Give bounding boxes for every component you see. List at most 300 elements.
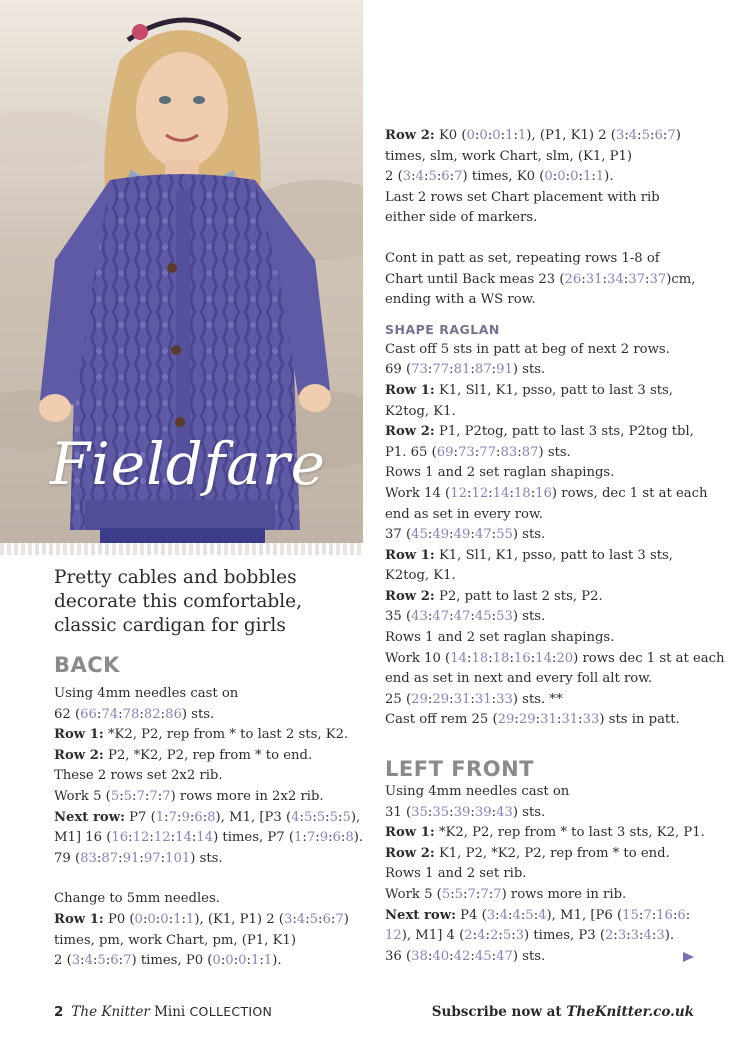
instruction-text: : bbox=[118, 850, 123, 866]
instruction-text: : bbox=[423, 169, 429, 185]
instruction-text: : bbox=[613, 928, 618, 944]
instruction-line bbox=[385, 249, 705, 270]
magazine-name: The Knitter bbox=[71, 1004, 150, 1020]
size-value: 26 bbox=[564, 271, 582, 287]
size-value: 2 bbox=[489, 928, 499, 944]
intro-line: classic cardigan for girls bbox=[54, 615, 286, 636]
instruction-text: : bbox=[259, 953, 264, 969]
size-value: 12 bbox=[471, 485, 489, 501]
size-value: 87 bbox=[474, 362, 492, 378]
size-value: 49 bbox=[453, 527, 471, 543]
size-value: 12 bbox=[450, 485, 467, 501]
size-value: 7 bbox=[480, 886, 489, 902]
instruction-text: : bbox=[449, 169, 455, 185]
instruction-text: : bbox=[470, 691, 475, 707]
instruction-text: : bbox=[513, 128, 518, 143]
instruction-text: : bbox=[189, 809, 195, 825]
instruction-text: Chart until Back meas 23 ( bbox=[385, 271, 565, 287]
instruction-text: : bbox=[160, 850, 166, 866]
instruction-text: : bbox=[449, 804, 454, 820]
instruction-text: : bbox=[552, 169, 558, 185]
instruction-line bbox=[385, 525, 705, 546]
back-continued-instructions bbox=[385, 126, 725, 731]
size-value: 53 bbox=[496, 609, 513, 625]
instruction-text: : bbox=[191, 830, 197, 846]
instruction-text: : bbox=[246, 953, 251, 969]
instruction-text: : bbox=[181, 911, 186, 927]
size-value: 87 bbox=[521, 444, 539, 460]
instruction-text: ), M1, [P3 ( bbox=[215, 809, 292, 825]
size-value: 15 bbox=[622, 907, 639, 923]
instruction-text: : bbox=[466, 485, 472, 501]
instruction-text: Using 4mm needles cast on bbox=[385, 784, 570, 799]
instruction-text: : bbox=[340, 830, 346, 846]
size-value: 37 bbox=[649, 271, 667, 287]
instruction-text: 36 ( bbox=[385, 948, 412, 964]
size-value: 4 bbox=[512, 907, 521, 923]
instruction-text: P4 ( bbox=[455, 907, 487, 923]
instruction-line bbox=[54, 766, 364, 787]
instruction-text: : bbox=[168, 911, 174, 927]
size-value: 1 bbox=[185, 911, 195, 927]
size-value: 5 bbox=[525, 907, 534, 923]
size-value: 29 bbox=[518, 712, 536, 728]
instruction-text: : bbox=[578, 712, 583, 728]
instruction-text: : bbox=[491, 362, 497, 378]
size-value: 33 bbox=[496, 691, 513, 707]
size-value: 4 bbox=[291, 809, 300, 825]
instruction-text: : bbox=[450, 886, 455, 902]
instruction-text: : bbox=[474, 128, 480, 143]
size-value: 12 bbox=[153, 830, 171, 846]
size-value: 43 bbox=[411, 609, 428, 625]
instruction-text: times, slm, work Chart, slm, (K1, P1) bbox=[385, 148, 633, 164]
instruction-text: : bbox=[118, 706, 123, 722]
instruction-text: : bbox=[535, 712, 541, 728]
instruction-text: : bbox=[144, 788, 150, 804]
instruction-text: K1, P2, *K2, P2, rep from * to end. bbox=[434, 845, 670, 861]
instruction-line bbox=[385, 628, 705, 649]
instruction-text: ) sts. bbox=[512, 804, 546, 820]
instruction-text: ). bbox=[353, 830, 364, 846]
instruction-text: : bbox=[119, 788, 124, 804]
size-value: 20 bbox=[556, 650, 574, 666]
instruction-text: : bbox=[470, 609, 475, 625]
instruction-line bbox=[54, 746, 364, 767]
paragraph-gap bbox=[54, 869, 364, 889]
instruction-text: ) rows more in 2x2 rib. bbox=[170, 788, 324, 804]
instruction-text: : bbox=[500, 128, 506, 143]
size-value: 83 bbox=[80, 850, 97, 866]
instruction-text: : bbox=[470, 804, 475, 820]
row-label: Next row: bbox=[385, 907, 456, 923]
instruction-text: Cont in patt as set, repeating rows 1-8 of bbox=[385, 250, 660, 266]
size-value: 38 bbox=[411, 948, 428, 964]
instruction-line bbox=[54, 787, 364, 808]
instruction-text: : bbox=[491, 948, 497, 964]
size-value: 69 bbox=[436, 444, 454, 460]
size-value: 5 bbox=[454, 886, 464, 902]
size-value: 1 bbox=[263, 953, 273, 969]
instruction-text: : bbox=[427, 948, 433, 964]
instruction-line bbox=[385, 402, 705, 423]
instruction-text: : bbox=[96, 706, 102, 722]
instruction-text: : bbox=[685, 907, 691, 923]
instruction-text: ) sts. bbox=[512, 948, 546, 964]
instruction-text: : bbox=[132, 788, 137, 804]
instruction-text: times, pm, work Chart, pm, (P1, K1) bbox=[54, 932, 296, 948]
size-value: 43 bbox=[496, 804, 513, 820]
size-value: 101 bbox=[165, 850, 191, 866]
instruction-text: : bbox=[427, 527, 433, 543]
cover-photo bbox=[0, 0, 363, 555]
instruction-text: Work 14 ( bbox=[385, 485, 451, 501]
instruction-text: : bbox=[485, 928, 490, 944]
instruction-text: 35 ( bbox=[385, 609, 412, 625]
instruction-text: 25 ( bbox=[385, 691, 412, 707]
size-value: 6 bbox=[110, 953, 119, 969]
size-value: 31 bbox=[453, 691, 471, 707]
size-value: 6 bbox=[677, 907, 686, 923]
size-value: 73 bbox=[458, 444, 475, 460]
intro-line: Pretty cables and bobbles bbox=[54, 567, 297, 588]
mini-label: Mini bbox=[149, 1004, 190, 1020]
instruction-text: K1, Sl1, K1, psso, patt to last 3 sts, bbox=[434, 382, 673, 398]
instruction-text: : bbox=[139, 706, 144, 722]
instruction-text: : bbox=[639, 928, 644, 944]
size-value: 74 bbox=[101, 706, 119, 722]
instruction-text: : bbox=[427, 691, 433, 707]
instruction-line bbox=[385, 926, 705, 947]
size-value: 4 bbox=[415, 169, 424, 185]
instruction-text: ), M1, [P6 ( bbox=[546, 907, 623, 923]
size-value: 55 bbox=[496, 527, 513, 543]
instruction-text: end as set in every row. bbox=[385, 506, 543, 522]
instruction-text: : bbox=[638, 907, 644, 923]
instruction-text: These 2 rows set 2x2 rib. bbox=[54, 768, 223, 784]
instruction-text: : bbox=[157, 788, 163, 804]
size-value: 18 bbox=[471, 650, 489, 666]
size-value: 6 bbox=[194, 809, 203, 825]
size-value: 0 bbox=[570, 169, 579, 185]
instruction-line bbox=[385, 823, 705, 844]
instruction-line bbox=[385, 270, 705, 291]
subsection-heading: SHAPE RAGLAN bbox=[385, 321, 500, 337]
size-value: 73 bbox=[411, 362, 428, 378]
instruction-line bbox=[385, 381, 705, 402]
size-value: 29 bbox=[411, 691, 428, 707]
instruction-text: Change to 5mm needles. bbox=[54, 891, 220, 907]
instruction-text: : bbox=[491, 804, 497, 820]
size-value: 5 bbox=[309, 911, 319, 927]
size-value: 7 bbox=[335, 911, 344, 927]
intro-line: decorate this comfortable, bbox=[54, 591, 302, 612]
instruction-text: 79 ( bbox=[54, 850, 81, 866]
size-value: 33 bbox=[582, 712, 600, 728]
instruction-text: either side of markers. bbox=[385, 210, 538, 226]
instruction-text: ) bbox=[343, 911, 349, 927]
instruction-text: 69 ( bbox=[385, 362, 412, 378]
instruction-text: : bbox=[427, 609, 433, 625]
instruction-text: : bbox=[650, 128, 655, 143]
size-value: 31 bbox=[474, 691, 492, 707]
instruction-text: : bbox=[449, 362, 454, 378]
instruction-text: : bbox=[651, 907, 657, 923]
instruction-text: : bbox=[449, 948, 454, 964]
left-front-instructions bbox=[385, 782, 705, 967]
instruction-text: : bbox=[177, 809, 182, 825]
title-overlay: Fieldfare bbox=[50, 430, 326, 498]
size-value: 3 bbox=[630, 928, 640, 944]
instruction-text: *K2, P2, rep from * to last 2 sts, K2. bbox=[103, 727, 349, 743]
back-instructions bbox=[54, 684, 364, 972]
size-value: 6 bbox=[441, 169, 450, 185]
instruction-line bbox=[385, 782, 705, 803]
instruction-text: K2tog, K1. bbox=[385, 403, 456, 419]
size-value: 7 bbox=[306, 830, 316, 846]
size-value: 81 bbox=[453, 362, 471, 378]
size-value: 4 bbox=[628, 128, 638, 143]
size-value: 14 bbox=[535, 650, 552, 666]
size-value: 34 bbox=[607, 271, 624, 287]
size-value: 7 bbox=[454, 169, 463, 185]
size-value: 0 bbox=[492, 128, 501, 143]
size-value: 5 bbox=[110, 788, 120, 804]
instruction-text: ), M1] 4 ( bbox=[401, 928, 465, 944]
instruction-text: : bbox=[139, 850, 144, 866]
instruction-line bbox=[385, 947, 705, 968]
instruction-text: Cast off 5 sts in patt at beg of next 2 rows. bbox=[385, 341, 670, 357]
instruction-text: ) sts. bbox=[512, 527, 546, 543]
instruction-text: Work 5 ( bbox=[385, 886, 442, 902]
size-value: 5 bbox=[97, 953, 106, 969]
instruction-text: : bbox=[233, 953, 239, 969]
size-value: 1 bbox=[517, 128, 527, 143]
instruction-text: : bbox=[474, 444, 480, 460]
size-value: 42 bbox=[453, 948, 471, 964]
instruction-text: ) rows dec 1 st at each bbox=[573, 650, 725, 666]
instruction-text: ) times, P7 ( bbox=[213, 830, 294, 846]
instruction-text: : bbox=[530, 485, 536, 501]
instruction-text: : bbox=[581, 271, 586, 287]
instruction-text: : bbox=[302, 830, 307, 846]
instruction-text: : bbox=[149, 830, 154, 846]
footer-subscribe bbox=[432, 1004, 694, 1020]
size-value: 39 bbox=[474, 804, 492, 820]
size-value: 4 bbox=[499, 907, 508, 923]
instruction-line bbox=[385, 147, 705, 168]
instruction-text: : bbox=[551, 650, 557, 666]
instruction-text: : bbox=[509, 485, 514, 501]
instruction-text: : bbox=[470, 362, 475, 378]
size-value: 0 bbox=[544, 169, 553, 185]
instruction-text: 62 ( bbox=[54, 706, 81, 722]
size-value: 6 bbox=[654, 128, 663, 143]
size-value: 7 bbox=[149, 788, 158, 804]
instruction-text: K0 ( bbox=[434, 128, 467, 143]
continue-arrow-icon bbox=[683, 952, 694, 962]
size-value: 14 bbox=[175, 830, 192, 846]
size-value: 12 bbox=[385, 928, 402, 944]
size-value: 1 bbox=[595, 169, 605, 185]
instruction-text: : bbox=[292, 911, 297, 927]
instruction-text: K2tog, K1. bbox=[385, 568, 456, 584]
size-value: 16 bbox=[656, 907, 673, 923]
size-value: 31 bbox=[585, 271, 603, 287]
size-value: 87 bbox=[101, 850, 119, 866]
size-value: 3 bbox=[486, 907, 496, 923]
instruction-text: Work 10 ( bbox=[385, 650, 451, 666]
size-value: 77 bbox=[432, 362, 450, 378]
instruction-text: : bbox=[427, 362, 433, 378]
collection-label: COLLECTION bbox=[189, 1004, 273, 1019]
instruction-text: Last 2 rows set Chart placement with rib bbox=[385, 189, 660, 205]
instruction-line bbox=[385, 463, 705, 484]
instruction-text: : bbox=[449, 609, 454, 625]
size-value: 5 bbox=[428, 169, 437, 185]
instruction-text: 37 ( bbox=[385, 527, 412, 543]
size-value: 83 bbox=[500, 444, 518, 460]
instruction-text: : bbox=[645, 271, 650, 287]
instruction-line bbox=[385, 484, 708, 505]
size-value: 0 bbox=[160, 911, 169, 927]
size-value: 16 bbox=[535, 485, 552, 501]
size-value: 47 bbox=[432, 609, 450, 625]
instruction-text: Using 4mm needles cast on bbox=[54, 686, 239, 701]
instruction-line bbox=[385, 167, 705, 188]
instruction-line bbox=[54, 705, 364, 726]
instruction-text: : bbox=[118, 953, 124, 969]
instruction-line bbox=[385, 906, 705, 927]
size-value: 5 bbox=[441, 886, 451, 902]
instruction-text: : bbox=[128, 830, 133, 846]
instruction-text: Rows 1 and 2 set raglan shapings. bbox=[385, 465, 615, 481]
section-heading-left-front: LEFT FRONT bbox=[385, 757, 534, 781]
instruction-text: : bbox=[624, 128, 629, 143]
size-value: 82 bbox=[143, 706, 161, 722]
website-link[interactable]: TheKnitter.co.uk bbox=[566, 1004, 694, 1020]
instruction-text: K1, Sl1, K1, psso, patt to last 3 sts, bbox=[434, 547, 673, 563]
instruction-text: 2 ( bbox=[385, 169, 403, 185]
instruction-text: : bbox=[662, 128, 668, 143]
size-value: 7 bbox=[123, 953, 132, 969]
size-value: 8 bbox=[345, 830, 354, 846]
row-label: Row 1: bbox=[54, 727, 104, 743]
size-value: 0 bbox=[134, 911, 143, 927]
size-value: 16 bbox=[513, 650, 531, 666]
instruction-line bbox=[54, 931, 364, 952]
instruction-text: : bbox=[338, 809, 343, 825]
instruction-text: *K2, P2, rep from * to last 3 sts, K2, P1. bbox=[434, 825, 705, 841]
size-value: 45 bbox=[474, 948, 492, 964]
instruction-line bbox=[385, 690, 705, 711]
section-heading-back: BACK bbox=[54, 653, 120, 677]
instruction-text: Work 5 ( bbox=[54, 788, 111, 804]
instruction-text: ) sts. bbox=[512, 362, 546, 378]
instruction-text: Rows 1 and 2 set rib. bbox=[385, 866, 527, 882]
instruction-text: : bbox=[330, 911, 336, 927]
instruction-text: : bbox=[511, 928, 516, 944]
size-value: 31 bbox=[540, 712, 557, 728]
row-label: Next row: bbox=[54, 809, 125, 825]
size-value: 45 bbox=[474, 609, 492, 625]
instruction-text: ). bbox=[604, 169, 614, 185]
instruction-text: : bbox=[80, 953, 85, 969]
instruction-line bbox=[385, 188, 705, 209]
size-value: 29 bbox=[497, 712, 515, 728]
instruction-text: : bbox=[651, 928, 657, 944]
instruction-text: P2, patt to last 2 sts, P2. bbox=[434, 588, 603, 604]
size-value: 35 bbox=[411, 804, 428, 820]
size-value: 37 bbox=[628, 271, 646, 287]
size-value: 9 bbox=[181, 809, 190, 825]
instruction-text: ending with a WS row. bbox=[385, 292, 536, 308]
instruction-line bbox=[385, 290, 705, 311]
instruction-text: : bbox=[487, 128, 493, 143]
instruction-text: P0 ( bbox=[103, 911, 135, 927]
instruction-text: : bbox=[155, 911, 161, 927]
size-value: 5 bbox=[342, 809, 351, 825]
size-value: 5 bbox=[641, 128, 651, 143]
instruction-line bbox=[385, 844, 705, 865]
instruction-text: ) bbox=[675, 128, 681, 143]
instruction-text: : bbox=[472, 928, 478, 944]
instruction-text: : bbox=[530, 650, 536, 666]
size-value: 86 bbox=[165, 706, 182, 722]
instruction-line bbox=[385, 546, 705, 567]
instruction-text: : bbox=[491, 609, 497, 625]
size-value: 2 bbox=[464, 928, 473, 944]
instruction-text: ) sts. ** bbox=[512, 691, 563, 707]
instruction-text: : bbox=[305, 911, 310, 927]
instruction-line bbox=[54, 849, 364, 870]
instruction-text: ) rows more in rib. bbox=[501, 886, 627, 902]
size-value: 5 bbox=[123, 788, 133, 804]
size-value: 66 bbox=[80, 706, 97, 722]
instruction-text: : bbox=[328, 830, 333, 846]
size-value: 5 bbox=[303, 809, 313, 825]
size-value: 5 bbox=[329, 809, 339, 825]
instruction-text: : bbox=[142, 911, 148, 927]
instruction-text: Rows 1 and 2 set raglan shapings. bbox=[385, 630, 615, 646]
footer-magazine bbox=[54, 1004, 272, 1020]
instruction-text: : bbox=[427, 804, 433, 820]
size-value: 91 bbox=[122, 850, 140, 866]
size-value: 4 bbox=[643, 928, 652, 944]
instruction-text: : bbox=[488, 886, 494, 902]
instruction-text: : bbox=[637, 128, 642, 143]
instruction-text: ) times, P0 ( bbox=[131, 953, 213, 969]
row-label: Row 2: bbox=[385, 128, 435, 143]
instruction-line bbox=[385, 360, 705, 381]
instruction-line bbox=[54, 725, 364, 746]
instruction-line bbox=[385, 885, 705, 906]
instruction-text: 31 ( bbox=[385, 804, 412, 820]
instruction-text: : bbox=[517, 444, 522, 460]
instruction-text: ) times, P3 ( bbox=[524, 928, 605, 944]
instruction-line bbox=[385, 803, 705, 824]
instruction-text: ) sts. bbox=[512, 609, 546, 625]
instruction-text: : bbox=[509, 650, 514, 666]
instruction-line bbox=[385, 864, 705, 885]
stitch-divider bbox=[0, 543, 363, 555]
size-value: 14 bbox=[450, 650, 467, 666]
instruction-line bbox=[385, 710, 705, 731]
size-value: 2 bbox=[604, 928, 614, 944]
size-value: 7 bbox=[643, 907, 652, 923]
instruction-text: P7 ( bbox=[124, 809, 156, 825]
instruction-text: P1. 65 ( bbox=[385, 444, 437, 460]
